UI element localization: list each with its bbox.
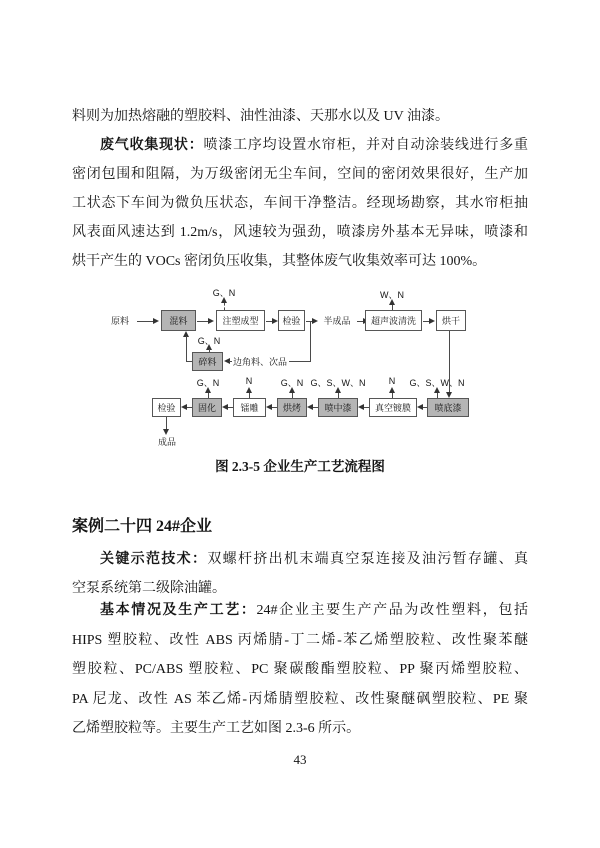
- paragraph-line: [72, 714, 528, 743]
- paragraph-line: [72, 102, 528, 131]
- flow-node-inspection-1: 检验: [278, 310, 305, 331]
- emission-dashed-line: [392, 305, 393, 310]
- paragraph-text: 密闭包围和阻隔，为万级密闭无尘车间，空间的密闭效果很好，生产加: [72, 167, 528, 182]
- paragraph-text: 24#企业主要生产产品为改性塑料，包括: [256, 603, 528, 618]
- arrow-left-icon: [307, 404, 313, 410]
- emission-label-vacuum: N: [388, 376, 396, 386]
- flow-line: [166, 417, 167, 429]
- paragraph-line: [72, 247, 528, 276]
- arrow-right-icon: [208, 318, 214, 324]
- flow-line: [186, 361, 192, 362]
- arrow-left-icon: [417, 404, 423, 410]
- paragraph-text: 烘干产生的 VOCs 密闭负压收集，其整体废气收集效率可达 100%。: [72, 254, 487, 269]
- paragraph-line: [72, 189, 528, 218]
- flow-arrow-line: [187, 407, 192, 408]
- flow-node-baking: 烘烤: [277, 398, 307, 417]
- paragraph-line: [72, 131, 528, 160]
- paragraph-text: 喷漆工序均设置水帘柜，并对自动涂装线进行多重: [203, 138, 528, 153]
- flow-node-finished-product: 成品: [157, 437, 176, 447]
- flow-node-drying: 烘干: [436, 310, 466, 331]
- emission-label-ultrasonic: W、N: [380, 290, 404, 300]
- paragraph-line: [72, 596, 528, 625]
- paragraph-label: 基本情况及生产工艺：: [100, 603, 257, 618]
- figure-caption: 图 2.3-5 企业生产工艺流程图: [215, 459, 385, 474]
- flow-node-mixing: 混料: [161, 310, 196, 331]
- paragraph-text: 双螺杆挤出机末端真空泵连接及油污暂存罐、真: [207, 550, 528, 566]
- paragraph-text: 塑胶粒、PC/ABS 塑胶粒、PC 聚碳酸酯塑胶粒、PP 聚丙烯塑胶粒、: [72, 662, 528, 677]
- arrow-right-icon: [429, 318, 435, 324]
- emission-label-injection: G、N: [212, 288, 236, 298]
- flow-arrow-line: [197, 321, 208, 322]
- flow-arrow-line: [228, 407, 233, 408]
- flow-node-crushing: 碎料: [192, 352, 223, 371]
- paragraph-text: 风表面风速达到 1.2m/s，风速较为强劲，喷漆房外基本无异味，喷漆和: [72, 225, 528, 240]
- flow-arrow-line: [423, 407, 427, 408]
- flow-feedback-line: [310, 321, 311, 361]
- emission-label-mid-coat: G、S、W、N: [310, 378, 366, 388]
- flow-arrow-line: [313, 407, 318, 408]
- flow-node-mid-coat-spray: 喷中漆: [318, 398, 358, 417]
- paragraph-text: 乙烯塑胶粒等。主要生产工艺如图 2.3-6 所示。: [72, 721, 361, 736]
- flow-arrow-line: [137, 321, 153, 322]
- process-flowchart: [0, 283, 600, 455]
- paragraph-text: PA 尼龙、改性 AS 苯乙烯-丙烯腈塑胶粒、改性聚醚砜塑胶粒、PE 聚: [72, 692, 528, 707]
- arrow-left-icon: [222, 404, 228, 410]
- paragraph-text: 料则为加热熔融的塑胶料、油性油漆、天那水以及 UV 油漆。: [72, 109, 449, 124]
- emission-dashed-line: [224, 303, 225, 310]
- paragraph-label: 废气收集现状：: [100, 138, 204, 153]
- flow-node-ultrasonic-cleaning: 超声波清洗: [365, 310, 422, 331]
- flow-node-scrap: 边角料、次品: [232, 357, 287, 367]
- paragraph-text: 空泵系统第二级除油罐。: [72, 579, 226, 595]
- flow-node-vacuum-coating: 真空镀膜: [369, 398, 417, 417]
- paragraph-text: 工状态下车间为微负压状态，车间干净整洁。经现场勘察，其水帘柜抽: [72, 196, 528, 211]
- paragraph-line: [72, 544, 528, 573]
- arrow-left-icon: [266, 404, 272, 410]
- flow-node-curing: 固化: [192, 398, 222, 417]
- paragraph-label: 关键示范技术：: [100, 550, 208, 566]
- flow-node-laser-engraving: 镭雕: [233, 398, 266, 417]
- section-heading: 案例二十四 24#企业: [72, 518, 213, 535]
- flow-node-inspection-2: 检验: [152, 398, 181, 417]
- arrow-left-icon: [181, 404, 187, 410]
- arrow-left-icon: [358, 404, 364, 410]
- emission-label-baking: G、N: [280, 378, 304, 388]
- flow-arrow-line: [364, 407, 369, 408]
- flow-node-injection-molding: 注塑成型: [216, 310, 265, 331]
- paragraph-text: HIPS 塑胶粒、改性 ABS 丙烯腈-丁二烯-苯乙烯塑胶粒、改性聚苯醚: [72, 633, 528, 648]
- emission-label-primer: G、S、W、N: [409, 378, 465, 388]
- paragraph-line: [72, 685, 528, 714]
- flow-arrow-line: [272, 407, 277, 408]
- page-number: 43: [293, 752, 307, 767]
- arrow-right-icon: [153, 318, 159, 324]
- flow-line: [289, 361, 311, 362]
- flow-node-primer-spray: 喷底漆: [427, 398, 469, 417]
- paragraph-line: [72, 218, 528, 247]
- paragraph-line: [72, 655, 528, 684]
- emission-label-curing: G、N: [196, 378, 220, 388]
- flow-line: [186, 336, 187, 361]
- flow-node-semi-product: 半成品: [323, 316, 351, 326]
- paragraph-line: [72, 626, 528, 655]
- flow-node-raw-material: 原料: [110, 316, 129, 326]
- emission-label-crushing: G、N: [197, 336, 221, 346]
- paragraph-line: [72, 160, 528, 189]
- emission-label-laser: N: [245, 376, 253, 386]
